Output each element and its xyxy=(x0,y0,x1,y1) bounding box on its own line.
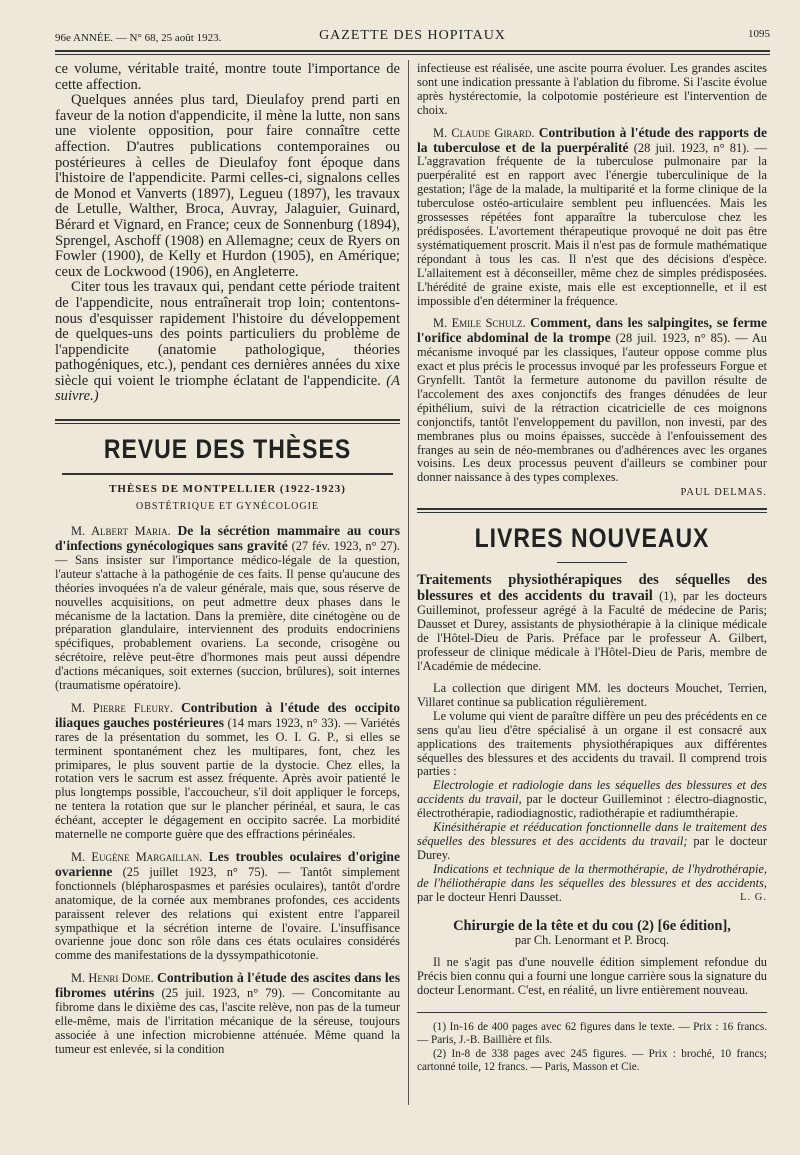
thesis-author: M. Emile Schulz. xyxy=(433,316,526,331)
signature: PAUL DELMAS. xyxy=(680,487,767,499)
header-rule xyxy=(55,50,770,55)
thesis-title: Contribution à l'étude des ascites dans les fibromes utérins xyxy=(55,970,400,1001)
part-text: par le docteur Henri Dausset. xyxy=(417,889,562,904)
thesis-ref: (14 mars 1923, n° 33). xyxy=(227,715,341,730)
thesis-ref: (25 juil. 1923, n° 79). xyxy=(161,986,285,1001)
paragraph xyxy=(55,280,400,405)
paragraph: Il ne s'agit pas d'une nouvelle édition simplement refondue du Précis bien connu qui a fourni une longue carrière sous la signature du docteur Lenormant. C'est, en réalité, un livre entièrement nouveau. xyxy=(417,955,767,997)
thesis-ref: (28 juil. 1923, n° 85). xyxy=(615,331,731,346)
issue-info: 96e ANNÉE. — N° 68, 25 août 1923. xyxy=(55,32,222,44)
thesis-title: Les troubles oculaires d'origine ovarienne xyxy=(55,849,400,879)
part-text: par le docteur Durey. xyxy=(417,833,767,862)
book-part xyxy=(417,779,767,821)
book-part xyxy=(417,821,767,863)
paragraph: infectieuse est réalisée, une ascite pourra évoluer. Les grandes ascites sont une indication pressante à l'ablation du fibrome. Si l'ascite évolue après hystérectomie, la colpotomie postérieure est l'intervention de choix. xyxy=(417,61,767,117)
footnote: (2) In-8 de 338 pages avec 245 figures. — Prix : broché, 10 francs; cartonné toile, 12 francs. — Paris, Masson et Cie. xyxy=(417,1047,767,1073)
thesis-ref: (27 fév. 1923, n° 27). xyxy=(291,538,400,553)
thesis-body: — Au mécanisme invoqué par les classiques, l'auteur oppose comme plus exact et plus précis le processus invoqué par les professeurs Forgue et Grynfellt. Tantôt la fermeture autonome du pavillon résulte de l'accolement des axes conjonctifs des franges dénudées de leur épithélium, suivi de la rétraction cicatricielle de ces moignons conjonctifs, tantôt l'enveloppement du pavillon, non investi, par des membranes plus ou moins épaisses, succède à l'enfouissement des franges au sein de néo-membranes ou d'adhérences avec les organes voisins. Les deux processus peuvent d'ailleurs se combiner pour donner naissance à des types complexes. xyxy=(417,331,767,485)
section-rule xyxy=(417,508,767,513)
theses-subheading: OBSTÉTRIQUE ET GYNÉCOLOGIE xyxy=(135,501,320,513)
part-title: Electrologie et radiologie dans les séquelles des blessures et des accidents du travail, xyxy=(417,778,767,807)
journal-title: GAZETTE DES HOPITAUX xyxy=(319,28,506,43)
part-title: Kinésithérapie et rééducation fonctionnelle dans le traitement des séquelles des blessures et des accidents du travail; xyxy=(417,820,767,848)
thesis-entry xyxy=(417,316,767,485)
thesis-author: M. Eugène Margaillan. xyxy=(71,850,203,864)
paragraph-text: Citer tous les travaux qui, pendant cette période traitent de l'appendicite, nous entraînerait trop loin; contentons-nous d'esquisser rapidement l'histoire du développement de quelques-uns des points particuliers du problème de l'appendicite (anatomie pathologique, théories pathogéniques, etc.), pendant ces dernières années du xixe siècle qui voient le triomphe éclatant de l'appendicite. xyxy=(55,279,400,389)
thesis-ref: (25 juillet 1923, n° 75). xyxy=(122,864,268,879)
book-authors: par Ch. Lenormant et P. Brocq. xyxy=(514,933,670,948)
book-part xyxy=(417,863,767,905)
footnote-rule xyxy=(417,1012,767,1013)
section-title-livres: LIVRES NOUVEAUX xyxy=(474,523,710,554)
paragraph: ce volume, véritable traité, montre toute l'importance de cette affection. xyxy=(55,61,400,93)
theses-heading: THÈSES DE MONTPELLIER (1922-1923) xyxy=(109,483,346,496)
book-title: Traitements physiothérapiques des séquelles des blessures et des accidents du travail xyxy=(417,572,767,604)
thesis-title: De la sécrétion mammaire au cours d'infections gynécologiques sans gravité xyxy=(55,523,400,553)
book-heading xyxy=(417,919,767,949)
column-divider xyxy=(408,60,409,1105)
paragraph: Le volume qui vient de paraître diffère un peu des précédents en ce sens qu'au lieu d'être spécialisé à un organe il est consacré aux applications des traitements physiothérapiques aux différentes séquelles des blessures et des accidents du travail. Il comprend trois parties : xyxy=(417,708,767,779)
footnote: (1) In-16 de 400 pages avec 62 figures dans le texte. — Prix : 16 francs. — Paris, J.-B. Baillière et fils. xyxy=(417,1020,767,1047)
section-title-revue: REVUE DES THÈSES xyxy=(103,434,352,464)
signature: L. G. xyxy=(740,891,767,903)
thesis-body: — Sans insister sur l'importance médico-légale de la question, l'auteur s'attache à la pathogénie de ces faits. Il pense qu'aucune des théories invoquées n'a de valeur générale, mais que, sous réserve de nouvelles acquisitions, on peut admettre deux phases dans le mécanisme de la lactation. Dans la première, dite cinétogène ou de préparation glandulaire, interviennent des produits endocriniens spécifiques, probablement ovariens. La seconde, crisogène ou sécrétoire, relève peut-être d'hormones mais peut aussi dépendre d'actions mécaniques, soit externes (succion, brûlures), soit internes (traumatisme opératoire). xyxy=(55,552,400,693)
thesis-body: — L'aggravation fréquente de la tuberculose pulmonaire par la puerpéralité est en rapport avec l'énergie tuberculinique de la gestation; l'âge de la malade, la multiparité et la forme clinique de la tuberculose ostéo-articulaire semblent peu influencées. Mais les grossesses répétées font apparaître la tuberculose chez les prédisposées. L'avortement thérapeutique provoqué ne doit pas être systématiquement proscrit. Mais il n'est pas de formule mathématique répondant à tous les cas. Il n'est que des décisions d'espèce. L'allaitement est à déconseiller, même chez de simples prédisposées. L'hérédité de graine existe, mais elle est exceptionnelle, et il est impossible d'en déterminer la fréquence. xyxy=(417,140,767,308)
footnotes xyxy=(417,1021,767,1075)
left-column xyxy=(55,62,400,1057)
section-rule xyxy=(62,473,393,475)
paragraph: Quelques années plus tard, Dieulafoy prend parti en faveur de la notion d'appendicite, il mène la lutte, non sans une violente opposition, pour faire connaître cette affection. D'autres publications contemporaines ou postérieures à celles de Dieulafoy font époque dans l'histoire de l'appendicite. Parmi celles-ci, signalons celles de Monod et Vanverts (1897), Legueu (1897), les travaux de Letulle, Walther, Broca, Auvray, Jalaguier, Guinard, Bérard et Vignard, en France; ceux de Sonnenburg (1894), Sprengel, Aschoff (1908) en Allemagne; ceux de Ryers on Fowler (1900), de Kelly et Hurdon (1905), en Amérique; ceux de Lockwood (1906), en Angleterre. xyxy=(55,92,400,280)
book-title: Chirurgie de la tête et du cou (2) [6e édition], xyxy=(453,917,731,934)
right-column xyxy=(417,62,767,1074)
thesis-title: Comment, dans les salpingites, se ferme l'orifice abdominal de la trompe xyxy=(417,315,767,346)
thesis-entry xyxy=(55,850,400,963)
book-body: par les docteurs Guilleminot, professeur agrégé à la Faculté de médecine de Paris; Dausset et Durey, assistants de physiothérapie à la clinique médicale de l'Hôtel-Dieu de Paris. Préface par le professeur A. Gilbert, professeur de clinique médicale à l'Hôtel-Dieu de Paris, membre de l'Académie de médecine. xyxy=(417,588,767,674)
page-number: 1095 xyxy=(748,28,770,40)
footnote-ref: (1), xyxy=(659,588,677,603)
section-rule xyxy=(55,419,400,424)
thesis-title: Contribution à l'étude des occipito iliaques gauches postérieures xyxy=(55,699,400,730)
thesis-ref: (28 juil. 1923, n° 81). xyxy=(633,140,750,155)
thesis-body: — Variétés rares de la présentation du sommet, les O. I. G. P., si elles se terminent spontanément chez les multipares, font, chez les primipares, le plus souvent partie de la dystocie. Chez elles, la rotation vers le sacrum est assez fréquente. Après avoir patienté le plus longtemps possible, l'accoucheur, s'il doit appliquer le forceps, ne tentera la rotation que sur le plancher périnéal, et saura, le cas échéant, accepter le dégagement en occipito sacrée. La morbidité maternelle ne comporte guère que des effractions périnéales. xyxy=(55,715,400,842)
thesis-entry xyxy=(55,701,400,842)
continued-note: (A suivre.) xyxy=(55,372,400,405)
thesis-author: M. Albert Maria. xyxy=(71,524,171,539)
thesis-title: Contribution à l'étude des rapports de la tuberculose et de la puerpéralité xyxy=(417,124,767,155)
thesis-body: — Tantôt simplement fonctionnels (blépharospasmes et parésies oculaires), tantôt d'ordre anatomique, de la cornée aux membranes profondes, ces accidents paraissent relever des relations qui existent entre l'appareil sympathique et la sécrétion interne de l'ovaire. L'insuffisance ovarienne joue donc son rôle dans ces états oculaires considérés comme des manifestations de la dyssympathicotonie. xyxy=(55,864,400,963)
thesis-body: — Concomitante au fibrome dans le dixième des cas, l'ascite relève, non pas de la tumeur elle-même, mais de l'irritation mécanique de la séreuse, toujours associée à une infection microbienne atténuée. Même quand la tumeur est enlevée, si la condition xyxy=(55,986,401,1056)
paragraph: La collection que dirigent MM. les docteurs Mouchet, Terrien, Villaret continue sa publication régulièrement. xyxy=(417,681,767,709)
thesis-entry xyxy=(417,126,767,309)
part-title: Indications et technique de la thermothérapie, de l'hydrothérapie, de l'héliothérapie dans les séquelles des blessures et des accidents, xyxy=(417,861,767,890)
thesis-author: M. Henri Dome. xyxy=(71,971,154,986)
thesis-author: M. Pierre Fleury. xyxy=(71,700,174,715)
title-rule xyxy=(557,562,627,563)
thesis-author: M. Claude Girard. xyxy=(433,125,535,140)
book-entry xyxy=(417,573,767,674)
thesis-entry xyxy=(55,971,400,1056)
part-text: par le docteur Guilleminot : électro-diagnostic, électrothérapie, radiodiagnostic, radiothérapie et radiumthérapie. xyxy=(417,792,768,821)
page-header xyxy=(55,26,770,48)
thesis-entry xyxy=(55,524,400,693)
